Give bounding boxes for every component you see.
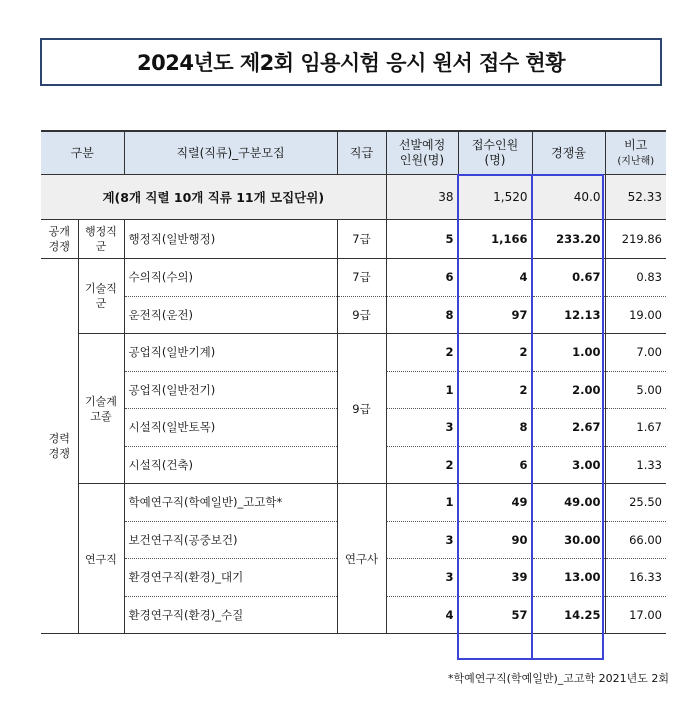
group-admin: 행정직군 (78, 220, 124, 259)
prev-ratio: 0.83 (605, 259, 666, 297)
prev-ratio: 16.33 (605, 559, 666, 597)
prev-ratio: 25.50 (605, 484, 666, 522)
header-job: 직렬(직류)_구분모집 (124, 131, 337, 175)
header-ratio: 경쟁율 (532, 131, 605, 175)
grade: 9급 (337, 296, 386, 334)
job-name: 보건연구직(공중보건) (124, 521, 337, 559)
grade: 7급 (337, 259, 386, 297)
table-row (41, 296, 666, 334)
prev-ratio: 5.00 (605, 371, 666, 409)
total-applicants: 1,520 (458, 175, 532, 220)
job-name: 시설직(건축) (124, 446, 337, 484)
applicants: 2 (458, 334, 532, 372)
total-label: 계(8개 직렬 10개 직류 11개 모집단위) (41, 175, 386, 220)
page-title: 2024년도 제2회 임용시험 응시 원서 접수 현황 (137, 51, 565, 75)
status-table (41, 130, 666, 634)
prev-ratio: 19.00 (605, 296, 666, 334)
table-row (41, 334, 666, 372)
applicants: 4 (458, 259, 532, 297)
ratio: 2.67 (532, 409, 605, 447)
job-name: 학예연구직(학예일반)_고고학* (124, 484, 337, 522)
job-name: 공업직(일반기계) (124, 334, 337, 372)
table-row (41, 484, 666, 522)
group-tech: 기술직군 (78, 259, 124, 334)
grade: 7급 (337, 220, 386, 259)
prev-ratio: 7.00 (605, 334, 666, 372)
planned: 5 (386, 220, 458, 259)
ratio: 49.00 (532, 484, 605, 522)
applicants: 1,166 (458, 220, 532, 259)
job-name: 환경연구직(환경)_수질 (124, 596, 337, 634)
group-open: 공개경쟁 (41, 220, 78, 259)
footnote: *학예연구직(학예일반)_고고학 2021년도 2회 (448, 672, 669, 685)
ratio: 30.00 (532, 521, 605, 559)
planned: 1 (386, 371, 458, 409)
planned: 2 (386, 334, 458, 372)
ratio: 233.20 (532, 220, 605, 259)
header-applicants: 접수인원(명) (458, 131, 532, 175)
header-planned: 선발예정 인원(명) (386, 131, 458, 175)
group-tech-high: 기술계고졸 (78, 334, 124, 484)
applicants: 6 (458, 446, 532, 484)
total-ratio: 40.0 (532, 175, 605, 220)
applicants: 57 (458, 596, 532, 634)
group-research: 연구직 (78, 484, 124, 634)
table-row (41, 259, 666, 297)
prev-ratio: 17.00 (605, 596, 666, 634)
table-row (41, 220, 666, 259)
grade: 연구사 (337, 484, 386, 634)
prev-ratio: 1.33 (605, 446, 666, 484)
planned: 6 (386, 259, 458, 297)
title-box (40, 38, 662, 86)
ratio: 12.13 (532, 296, 605, 334)
ratio: 1.00 (532, 334, 605, 372)
total-planned: 38 (386, 175, 458, 220)
planned: 3 (386, 409, 458, 447)
applicants: 2 (458, 371, 532, 409)
planned: 3 (386, 521, 458, 559)
header-grade: 직급 (337, 131, 386, 175)
header-category: 구분 (41, 131, 124, 175)
applicants: 90 (458, 521, 532, 559)
planned: 4 (386, 596, 458, 634)
ratio: 14.25 (532, 596, 605, 634)
ratio: 3.00 (532, 446, 605, 484)
planned: 1 (386, 484, 458, 522)
planned: 2 (386, 446, 458, 484)
ratio: 0.67 (532, 259, 605, 297)
header-row (41, 131, 666, 175)
applicants: 49 (458, 484, 532, 522)
prev-ratio: 66.00 (605, 521, 666, 559)
job-name: 행정직(일반행정) (124, 220, 337, 259)
applicants: 97 (458, 296, 532, 334)
job-name: 시설직(일반토목) (124, 409, 337, 447)
applicants: 8 (458, 409, 532, 447)
group-career: 경력경쟁 (41, 259, 78, 634)
prev-ratio: 1.67 (605, 409, 666, 447)
job-name: 운전직(운전) (124, 296, 337, 334)
planned: 8 (386, 296, 458, 334)
job-name: 공업직(일반전기) (124, 371, 337, 409)
prev-ratio: 219.86 (605, 220, 666, 259)
ratio: 2.00 (532, 371, 605, 409)
job-name: 환경연구직(환경)_대기 (124, 559, 337, 597)
total-prev: 52.33 (605, 175, 666, 220)
total-row (41, 175, 666, 220)
applicants: 39 (458, 559, 532, 597)
ratio: 13.00 (532, 559, 605, 597)
grade: 9급 (337, 334, 386, 484)
header-note: 비고 (지난해) (605, 131, 666, 175)
job-name: 수의직(수의) (124, 259, 337, 297)
planned: 3 (386, 559, 458, 597)
